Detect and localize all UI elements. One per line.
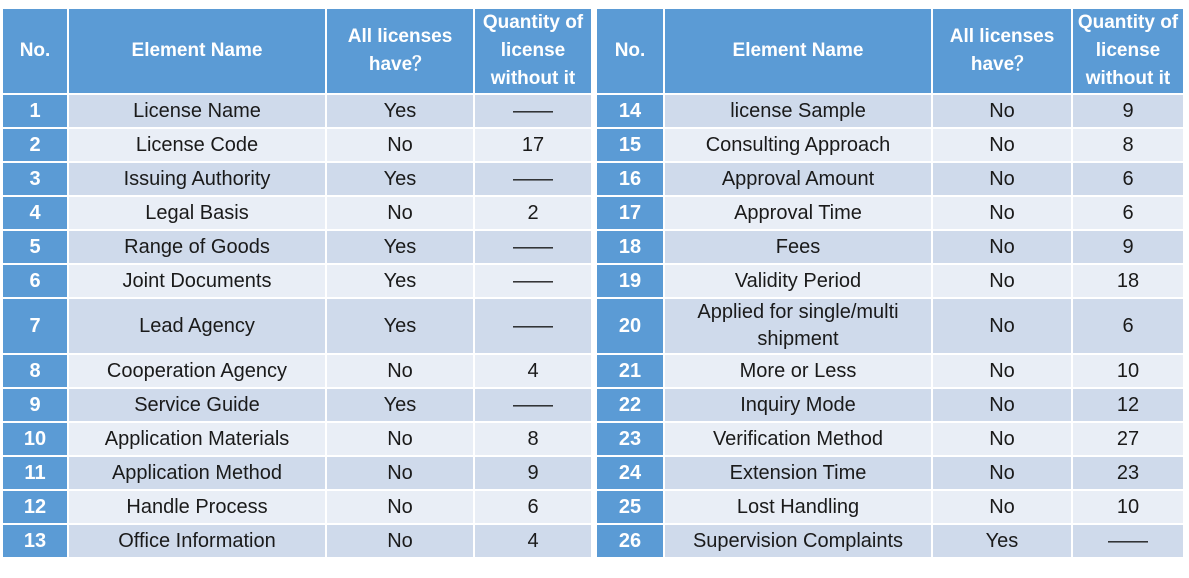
row-number: 6	[3, 265, 69, 299]
table-row	[3, 355, 593, 389]
table-row	[597, 525, 1185, 559]
quantity-without-cell: ——	[475, 299, 593, 355]
table-row	[3, 389, 593, 423]
quantity-without-cell: 6	[475, 491, 593, 525]
element-name-cell: More or Less	[665, 355, 933, 389]
quantity-without-cell: 9	[475, 457, 593, 491]
row-number: 20	[597, 299, 665, 355]
all-licenses-have-cell: No	[933, 265, 1073, 299]
table-row	[597, 389, 1185, 423]
quantity-without-cell: 12	[1073, 389, 1185, 423]
element-name-cell: Approval Amount	[665, 163, 933, 197]
row-number: 8	[3, 355, 69, 389]
row-number: 1	[3, 95, 69, 129]
all-licenses-have-cell: No	[933, 355, 1073, 389]
all-licenses-have-cell: No	[933, 299, 1073, 355]
table-row	[597, 197, 1185, 231]
element-name-cell: Cooperation Agency	[69, 355, 327, 389]
elements-table-left	[3, 9, 593, 559]
element-name-cell: Application Method	[69, 457, 327, 491]
row-number: 11	[3, 457, 69, 491]
quantity-without-cell: 23	[1073, 457, 1185, 491]
row-number: 10	[3, 423, 69, 457]
quantity-without-cell: 17	[475, 129, 593, 163]
quantity-without-cell: 10	[1073, 491, 1185, 525]
all-licenses-have-cell: Yes	[327, 299, 475, 355]
quantity-without-cell: 4	[475, 355, 593, 389]
table-row	[3, 457, 593, 491]
quantity-without-cell: 6	[1073, 299, 1185, 355]
table-row	[597, 299, 1185, 355]
element-name-cell: Validity Period	[665, 265, 933, 299]
all-licenses-have-cell: No	[933, 163, 1073, 197]
header-element-name: Element Name	[665, 9, 933, 95]
all-licenses-have-cell: No	[933, 129, 1073, 163]
quantity-without-cell: 6	[1073, 197, 1185, 231]
row-number: 25	[597, 491, 665, 525]
all-licenses-have-cell: No	[327, 197, 475, 231]
element-name-cell: License Code	[69, 129, 327, 163]
element-name-cell: Lead Agency	[69, 299, 327, 355]
all-licenses-have-cell: Yes	[327, 265, 475, 299]
row-number: 13	[3, 525, 69, 559]
table-row	[597, 231, 1185, 265]
row-number: 2	[3, 129, 69, 163]
element-name-cell: Handle Process	[69, 491, 327, 525]
row-number: 21	[597, 355, 665, 389]
table-row	[3, 95, 593, 129]
row-number: 18	[597, 231, 665, 265]
element-name-cell: Applied for single/multi shipment	[665, 299, 933, 355]
header-all-licenses-have: All licenses have？	[933, 9, 1073, 95]
table-row	[3, 265, 593, 299]
element-name-cell: Office Information	[69, 525, 327, 559]
row-number: 14	[597, 95, 665, 129]
row-number: 9	[3, 389, 69, 423]
table-row	[3, 231, 593, 265]
row-number: 15	[597, 129, 665, 163]
element-name-cell: license Sample	[665, 95, 933, 129]
table-row	[3, 491, 593, 525]
table-row	[3, 423, 593, 457]
all-licenses-have-cell: No	[327, 423, 475, 457]
quantity-without-cell: 9	[1073, 95, 1185, 129]
quantity-without-cell: ——	[475, 231, 593, 265]
all-licenses-have-cell: Yes	[327, 389, 475, 423]
row-number: 4	[3, 197, 69, 231]
all-licenses-have-cell: No	[933, 457, 1073, 491]
element-name-cell: Joint Documents	[69, 265, 327, 299]
table-row	[3, 163, 593, 197]
quantity-without-cell: 10	[1073, 355, 1185, 389]
table-row	[597, 423, 1185, 457]
table-row	[597, 129, 1185, 163]
quantity-without-cell: ——	[475, 389, 593, 423]
header-no: No.	[3, 9, 69, 95]
quantity-without-cell: ——	[475, 265, 593, 299]
row-number: 23	[597, 423, 665, 457]
row-number: 17	[597, 197, 665, 231]
table-row	[597, 95, 1185, 129]
element-name-cell: License Name	[69, 95, 327, 129]
all-licenses-have-cell: No	[933, 491, 1073, 525]
element-name-cell: Range of Goods	[69, 231, 327, 265]
row-number: 26	[597, 525, 665, 559]
element-name-cell: Lost Handling	[665, 491, 933, 525]
element-name-cell: Legal Basis	[69, 197, 327, 231]
table-row	[597, 355, 1185, 389]
element-name-cell: Fees	[665, 231, 933, 265]
row-number: 5	[3, 231, 69, 265]
header-quantity-without: Quantity of license without it	[475, 9, 593, 95]
quantity-without-cell: 18	[1073, 265, 1185, 299]
element-name-cell: Inquiry Mode	[665, 389, 933, 423]
all-licenses-have-cell: No	[933, 197, 1073, 231]
all-licenses-have-cell: Yes	[327, 231, 475, 265]
header-no: No.	[597, 9, 665, 95]
element-name-cell: Approval Time	[665, 197, 933, 231]
header-element-name: Element Name	[69, 9, 327, 95]
element-name-cell: Service Guide	[69, 389, 327, 423]
table-row	[3, 197, 593, 231]
all-licenses-have-cell: No	[327, 525, 475, 559]
table-row	[3, 299, 593, 355]
table-row	[597, 265, 1185, 299]
element-name-cell: Application Materials	[69, 423, 327, 457]
header-quantity-without: Quantity of license without it	[1073, 9, 1185, 95]
quantity-without-cell: ——	[1073, 525, 1185, 559]
row-number: 16	[597, 163, 665, 197]
element-name-cell: Extension Time	[665, 457, 933, 491]
quantity-without-cell: 6	[1073, 163, 1185, 197]
table-row	[3, 129, 593, 163]
all-licenses-have-cell: No	[327, 355, 475, 389]
table-row	[3, 525, 593, 559]
element-name-cell: Consulting Approach	[665, 129, 933, 163]
row-number: 24	[597, 457, 665, 491]
row-number: 7	[3, 299, 69, 355]
all-licenses-have-cell: No	[933, 231, 1073, 265]
all-licenses-have-cell: No	[327, 457, 475, 491]
quantity-without-cell: 4	[475, 525, 593, 559]
element-name-cell: Verification Method	[665, 423, 933, 457]
elements-table-right	[597, 9, 1185, 559]
row-number: 22	[597, 389, 665, 423]
header-all-licenses-have: All licenses have？	[327, 9, 475, 95]
quantity-without-cell: 9	[1073, 231, 1185, 265]
all-licenses-have-cell: No	[933, 95, 1073, 129]
all-licenses-have-cell: Yes	[327, 163, 475, 197]
quantity-without-cell: 8	[475, 423, 593, 457]
all-licenses-have-cell: Yes	[933, 525, 1073, 559]
quantity-without-cell: 27	[1073, 423, 1185, 457]
all-licenses-have-cell: No	[933, 389, 1073, 423]
table-row	[597, 491, 1185, 525]
all-licenses-have-cell: No	[327, 129, 475, 163]
quantity-without-cell: ——	[475, 163, 593, 197]
quantity-without-cell: 8	[1073, 129, 1185, 163]
all-licenses-have-cell: No	[327, 491, 475, 525]
element-name-cell: Supervision Complaints	[665, 525, 933, 559]
row-number: 19	[597, 265, 665, 299]
quantity-without-cell: ——	[475, 95, 593, 129]
element-name-cell: Issuing Authority	[69, 163, 327, 197]
table-row	[597, 457, 1185, 491]
row-number: 12	[3, 491, 69, 525]
table-row	[597, 163, 1185, 197]
all-licenses-have-cell: Yes	[327, 95, 475, 129]
all-licenses-have-cell: No	[933, 423, 1073, 457]
row-number: 3	[3, 163, 69, 197]
quantity-without-cell: 2	[475, 197, 593, 231]
